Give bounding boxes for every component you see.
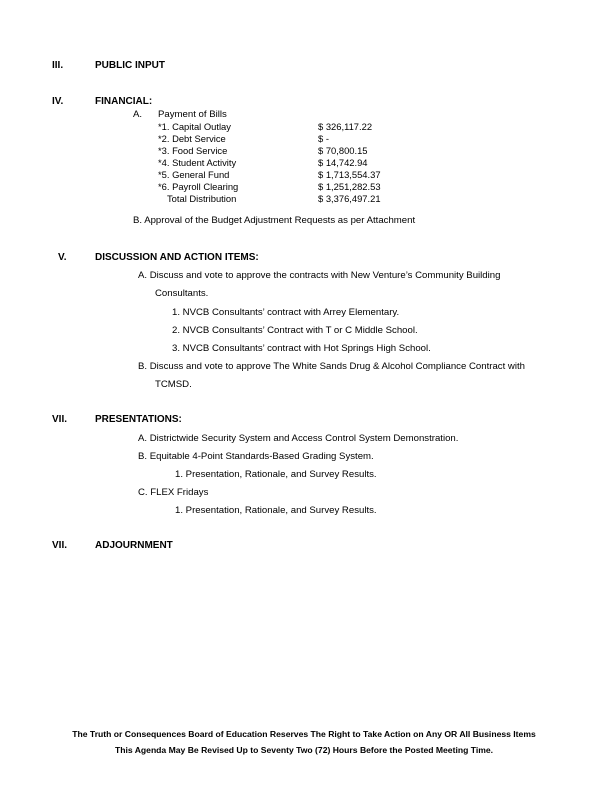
- payment-of-bills-label: Payment of Bills: [158, 109, 227, 120]
- bill-amount-total-distribution: $ 3,376,497.21: [318, 193, 381, 204]
- section-title-adjournment: ADJOURNMENT: [95, 540, 173, 551]
- bill-amount-student-activity: $ 14,742.94: [318, 157, 368, 168]
- action-sub-item-2: 2. NVCB Consultants’ Contract with T or C Middle School.: [172, 325, 418, 336]
- section-title-discussion-action: DISCUSSION AND ACTION ITEMS:: [95, 252, 259, 263]
- bill-amount-debt-service: $ -: [318, 133, 329, 144]
- section-title-presentations: PRESENTATIONS:: [95, 414, 182, 425]
- presentation-item-a: A. Districtwide Security System and Access Control System Demonstration.: [138, 433, 459, 444]
- action-item-a-line1: A. Discuss and vote to approve the contracts with New Venture’s Community Building: [138, 270, 501, 281]
- action-sub-item-1: 1. NVCB Consultants’ contract with Arrey Elementary.: [172, 307, 400, 318]
- footer-line-1: The Truth or Consequences Board of Education Reserves The Right to Take Action on Any OR All Business Items: [72, 729, 536, 739]
- section-numeral-adjournment: VII.: [52, 540, 68, 551]
- section-title-financial: FINANCIAL:: [95, 96, 153, 107]
- action-item-b-line1: B. Discuss and vote to approve The White Sands Drug & Alcohol Compliance Contract with: [138, 361, 525, 372]
- action-sub-item-3: 3. NVCB Consultants’ contract with Hot Springs High School.: [172, 343, 431, 354]
- presentation-item-c: C. FLEX Fridays: [138, 487, 209, 498]
- section-numeral-4: IV.: [52, 96, 64, 107]
- action-item-b-line2: TCMSD.: [155, 379, 192, 390]
- section-title-public-input: PUBLIC INPUT: [95, 60, 165, 71]
- presentation-item-c-sub-1: 1. Presentation, Rationale, and Survey Results.: [175, 505, 377, 516]
- bill-amount-general-fund: $ 1,713,554.37: [318, 169, 381, 180]
- bill-label-capital-outlay: *1. Capital Outlay: [158, 121, 231, 132]
- financial-item-letter-a: A.: [133, 109, 143, 120]
- bill-label-debt-service: *2. Debt Service: [158, 133, 226, 144]
- action-item-a-line2: Consultants.: [155, 288, 209, 299]
- bill-amount-capital-outlay: $ 326,117.22: [318, 121, 373, 132]
- presentation-item-b-sub-1: 1. Presentation, Rationale, and Survey Results.: [175, 469, 377, 480]
- bill-label-student-activity: *4. Student Activity: [158, 157, 237, 168]
- presentation-item-b: B. Equitable 4-Point Standards-Based Grading System.: [138, 451, 374, 462]
- bill-label-payroll-clearing: *6. Payroll Clearing: [158, 181, 239, 192]
- bill-label-total-distribution: Total Distribution: [167, 193, 237, 204]
- bill-label-general-fund: *5. General Fund: [158, 169, 230, 180]
- budget-adjustment-item: B. Approval of the Budget Adjustment Requests as per Attachment: [133, 215, 416, 226]
- bill-amount-food-service: $ 70,800.15: [318, 145, 368, 156]
- section-numeral-3: III.: [52, 60, 64, 71]
- section-numeral-7: VII.: [52, 414, 68, 425]
- section-numeral-5: V.: [58, 252, 67, 263]
- bill-label-food-service: *3. Food Service: [158, 145, 228, 156]
- footer-line-2: This Agenda May Be Revised Up to Seventy Two (72) Hours Before the Posted Meeting Time.: [114, 745, 494, 755]
- bill-amount-payroll-clearing: $ 1,251,282.53: [318, 181, 381, 192]
